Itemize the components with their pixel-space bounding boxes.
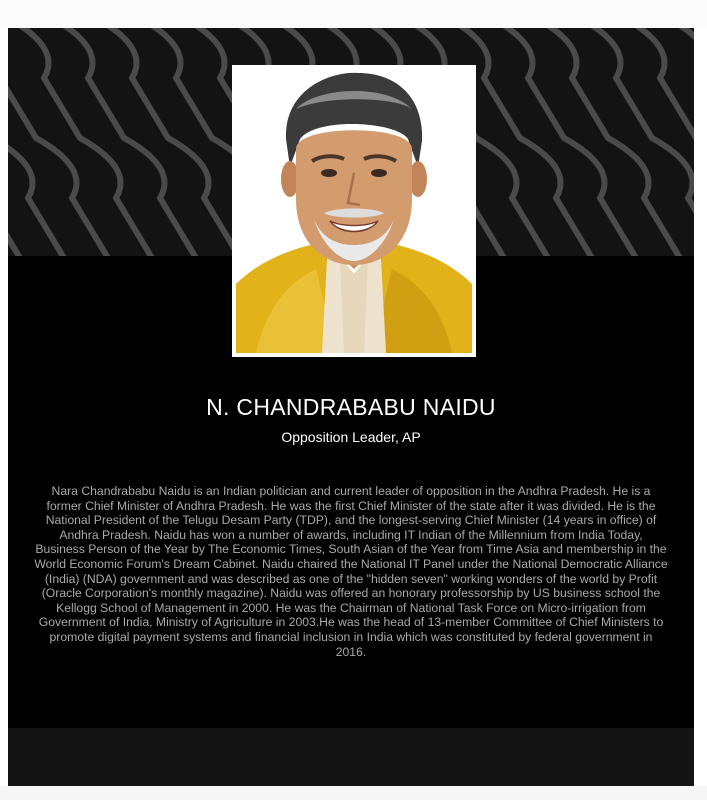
portrait-photo [232, 65, 476, 357]
banner-wave-line [52, 28, 237, 256]
card-footer-band [8, 728, 694, 786]
profile-card [8, 28, 694, 786]
banner-wave-line [580, 28, 694, 256]
banner-wave-line [8, 28, 193, 256]
profile-bio: Nara Chandrababu Naidu is an Indian politician and current leader of opposition in the Andhra Pradesh. He is a former Chief Minister of Andhra Pradesh. He was the first Chief Minister of the state after it was divided. He is the National President of the Telugu Desam Party (TDP), and the longest-serving Chief Minister (14 years in office) of Andhra Pradesh. Naidu has won a number of awards, including IT Indian of the Millennium from India Today, Business Person of the Year by The Economic Times, South Asian of the Year from Time Asia and membership in the World Economic Forum's Dream Cabinet. Naidu chaired the National IT Panel under the National Democratic Alliance (India) (NDA) government and was described as one of the "hidden seven" working wonders of the world by Profit (Oracle Corporation's monthly magazine). Naidu was offered an honorary professorship by US business school the Kellogg School of Management in 2000. He was the Chairman of National Task Force on Micro-irrigation from Government of India, Ministry of Agriculture in 2003.He was the head of 13-member Committee of Chief Ministers to promote digital payment systems and financial inclusion in India which was constituted by federal government in 2016. [34, 484, 668, 659]
bottom-strip [0, 786, 707, 800]
banner-wave-line [8, 28, 61, 256]
top-strip [0, 0, 707, 28]
banner-wave-line [668, 28, 694, 256]
profile-name: N. CHANDRABABU NAIDU [206, 394, 496, 420]
banner-wave-line [492, 28, 677, 256]
profile-title: Opposition Leader, AP [281, 429, 421, 445]
banner-wave-line [8, 28, 17, 256]
